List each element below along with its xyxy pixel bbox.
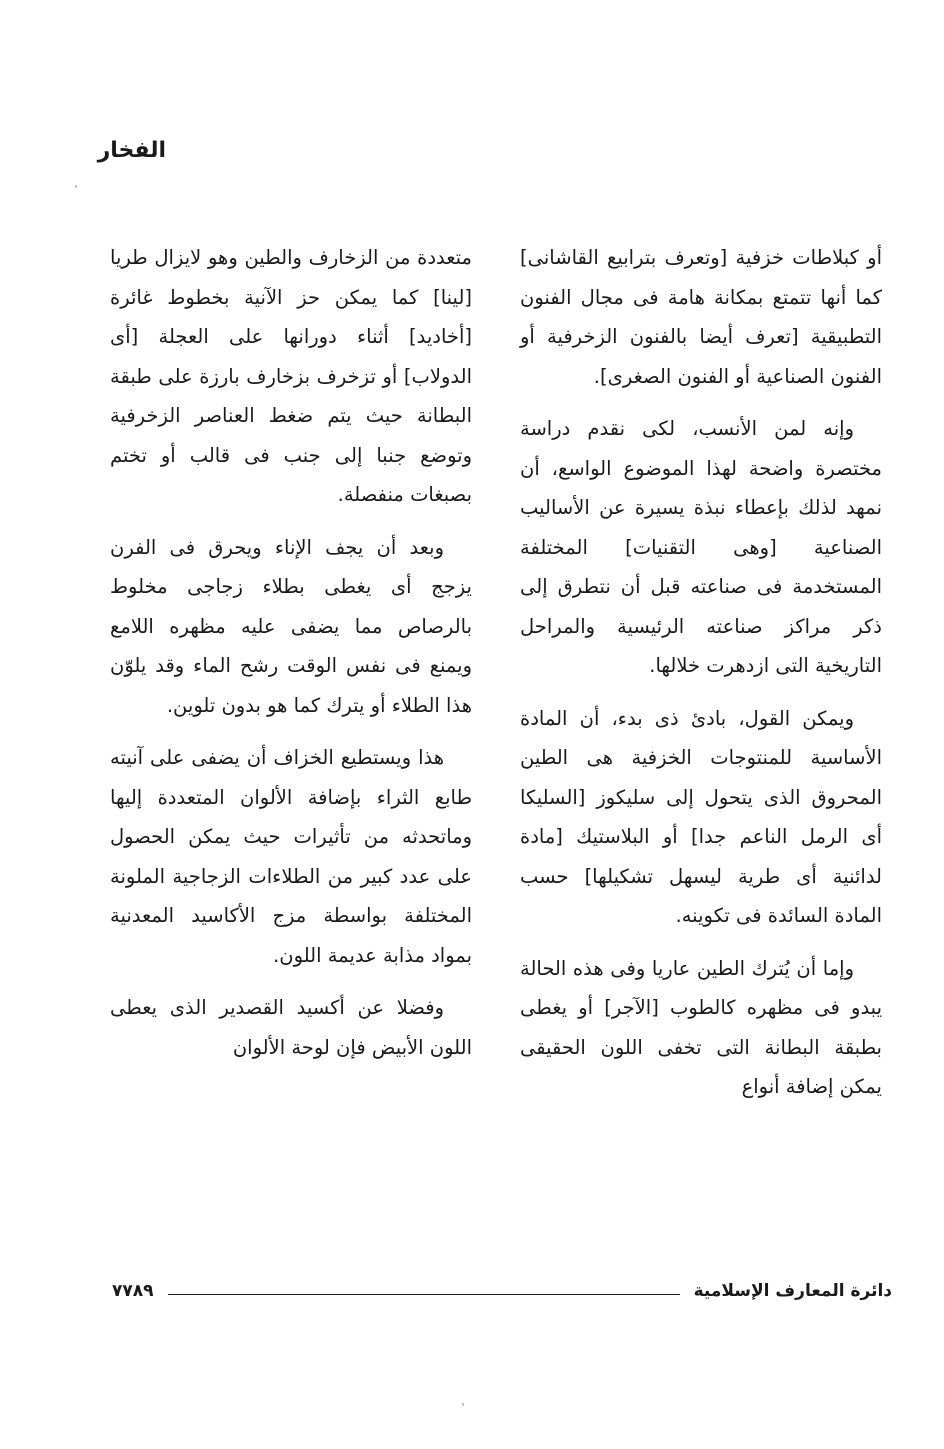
page-footer — [112, 1276, 892, 1306]
paragraph: وإما أن يُترك الطين عاريا وفى هذه الحالة يبدو فى مظهره كالطوب [الآجر] أو يغطى بطبقة البطانة التى تخفى اللون الحقيقى يمكن إضافة أنواع — [520, 956, 882, 1098]
paragraph: وفضلا عن أكسيد القصدير الذى يعطى اللون الأبيض فإن لوحة الألوان — [110, 996, 472, 1059]
paragraph: ويمكن القول، بادئ ذى بدء، أن المادة الأساسية للمنتوجات الخزفية هى الطين المحروق الذى يتحول إلى سليكوز [السليكا أى الرمل الناعم جدا] أو البلاستيك [مادة لدائنية أى طرية ليسهل تشكيلها] حسب المادة السائدة فى تكوينه. — [520, 706, 882, 927]
scan-speck — [462, 1403, 464, 1406]
text-column-right — [520, 238, 882, 1120]
paragraph: أو كبلاطات خزفية [وتعرف بترابيع القاشانى] كما أنها تتمتع بمكانة هامة فى مجال الفنون التطبيقية [تعرف أيضا بالفنون الزخرفية أو الفنون الصناعية أو الفنون الصغرى]. — [520, 246, 882, 388]
paragraph: وبعد أن يجف الإناء ويحرق فى الفرن يزجج أى يغطى بطلاء زجاجى مخلوط بالرصاص مما يضفى عليه مظهره اللامع ويمنع فى نفس الوقت رشح الماء وقد يلوّن هذا الطلاء أو يترك كما هو بدون تلوين. — [110, 535, 472, 717]
paragraph: متعددة من الزخارف والطين وهو لايزال طريا [لينا] كما يمكن حز الآنية بخطوط غائرة [أخاديد] أثناء دورانها على العجلة [أى الدولاب] أو تزخرف بزخارف بارزة على طبقة البطانة حيث يتم ضغط العناصر الزخرفية وتوضع جنبا إلى جنب فى قالب أو تختم بصبغات منفصلة. — [110, 246, 472, 506]
scan-speck — [75, 185, 77, 188]
page-title: الفخار — [97, 138, 166, 163]
text-column-left — [110, 238, 472, 1080]
publication-title: دائرة المعارف الإسلامية — [693, 1281, 892, 1301]
paragraph: هذا ويستطيع الخزاف أن يضفى على آنيته طابع الثراء بإضافة الألوان المتعددة إليها وماتحدثه من تأثيرات حيث يمكن الحصول على عدد كبير من الطلاءات الزجاجية الملونة المختلفة بواسطة مزج الأكاسيد المعدنية بمواد مذابة عديمة اللون. — [110, 746, 472, 967]
footer-rule — [168, 1294, 680, 1295]
paragraph: وإنه لمن الأنسب، لكى نقدم دراسة مختصرة واضحة لهذا الموضوع الواسع، أن نمهد لذلك بإعطاء نبذة يسيرة عن الأساليب الصناعية [وهى التقنيات] المختلفة المستخدمة فى صناعته قبل أن نتطرق إلى ذكر مراكز صناعته الرئيسية والمراحل التاريخية التى ازدهرت خلالها. — [520, 417, 882, 677]
page-number: ٧٧٨٩ — [112, 1281, 154, 1301]
